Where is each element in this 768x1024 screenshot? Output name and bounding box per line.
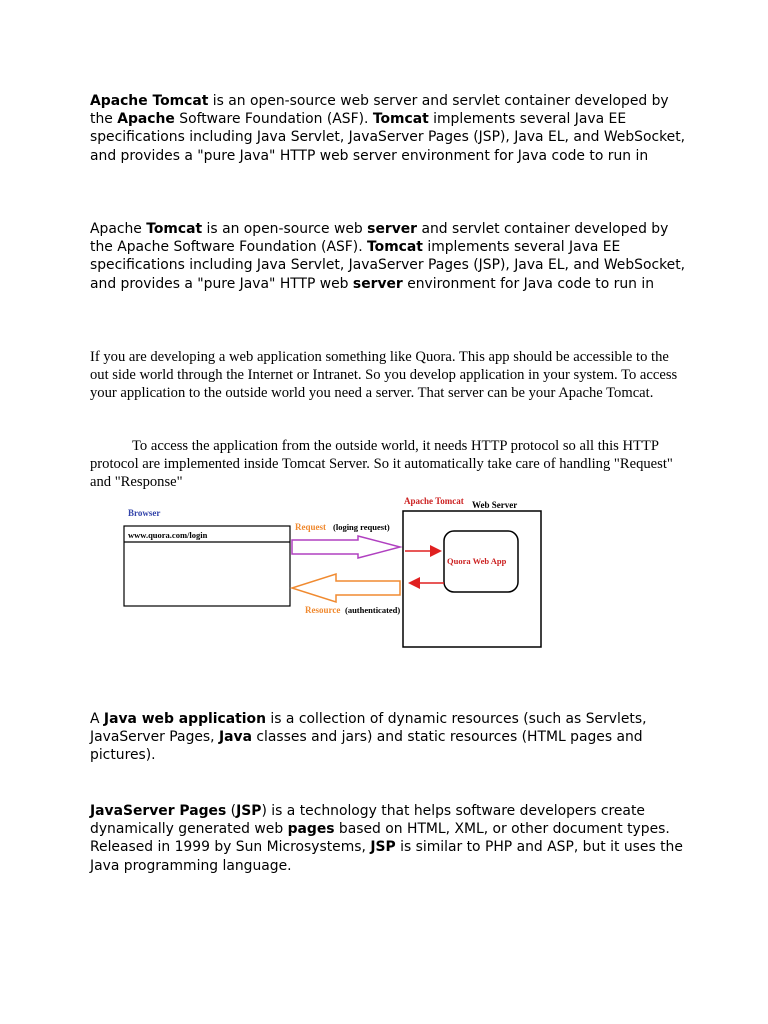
request-note: (loging request) <box>333 522 390 532</box>
response-arrow <box>292 574 400 602</box>
tomcat-label: Apache Tomcat <box>404 496 464 506</box>
web-server-label: Web Server <box>472 500 518 510</box>
request-label: Request <box>295 522 326 532</box>
quora-web-app-label: Quora Web App <box>447 556 507 566</box>
tomcat-architecture-diagram <box>0 490 768 660</box>
response-label: Resource <box>305 605 341 615</box>
browser-url: www.quora.com/login <box>128 530 208 540</box>
paragraph-tomcat-intro-2: Apache Tomcat is an open-source web server and servlet container developed by the Apache Software Foundation (ASF). Tomcat implements several Java EE specifications including Java Servlet, JavaServer Pages (JSP), Java EL, and WebSocket, and provides a "pure Java" HTTP web server environment for Java code to run in <box>90 221 686 292</box>
paragraph-web-app-explanation: If you are developing a web application something like Quora. This app should be accessible to the out side world through the Internet or Intranet. So you develop application in your system. To access your application to the outside world you need a server. That server can be your Apache Tomcat. <box>90 349 678 401</box>
paragraph-http-protocol: To access the application from the outside world, it needs HTTP protocol so all this HTTP protocol are implemented inside Tomcat Server. So it automatically take care of handling "Request" and "Response" <box>90 438 673 490</box>
paragraph-java-web-application: A Java web application is a collection of dynamic resources (such as Servlets, JavaServer Pages, Java classes and jars) and static resources (HTML pages and pictures). <box>90 711 647 764</box>
response-note: (authenticated) <box>345 605 401 615</box>
paragraph-jsp: JavaServer Pages (JSP) is a technology that helps software developers create dynamically generated web pages based on HTML, XML, or other document types. Released in 1999 by Sun Microsystems, JSP is similar to PHP and ASP, but it uses the Java programming language. <box>90 803 683 874</box>
paragraph-tomcat-intro-1: Apache Tomcat is an open-source web server and servlet container developed by the Apache Software Foundation (ASF). Tomcat implements several Java EE specifications including Java Servlet, JavaServer Pages (JSP), Java EL, and WebSocket, and provides a "pure Java" HTTP web server environment for Java code to run in <box>90 93 686 164</box>
browser-label: Browser <box>128 508 161 518</box>
request-arrow <box>292 536 400 558</box>
